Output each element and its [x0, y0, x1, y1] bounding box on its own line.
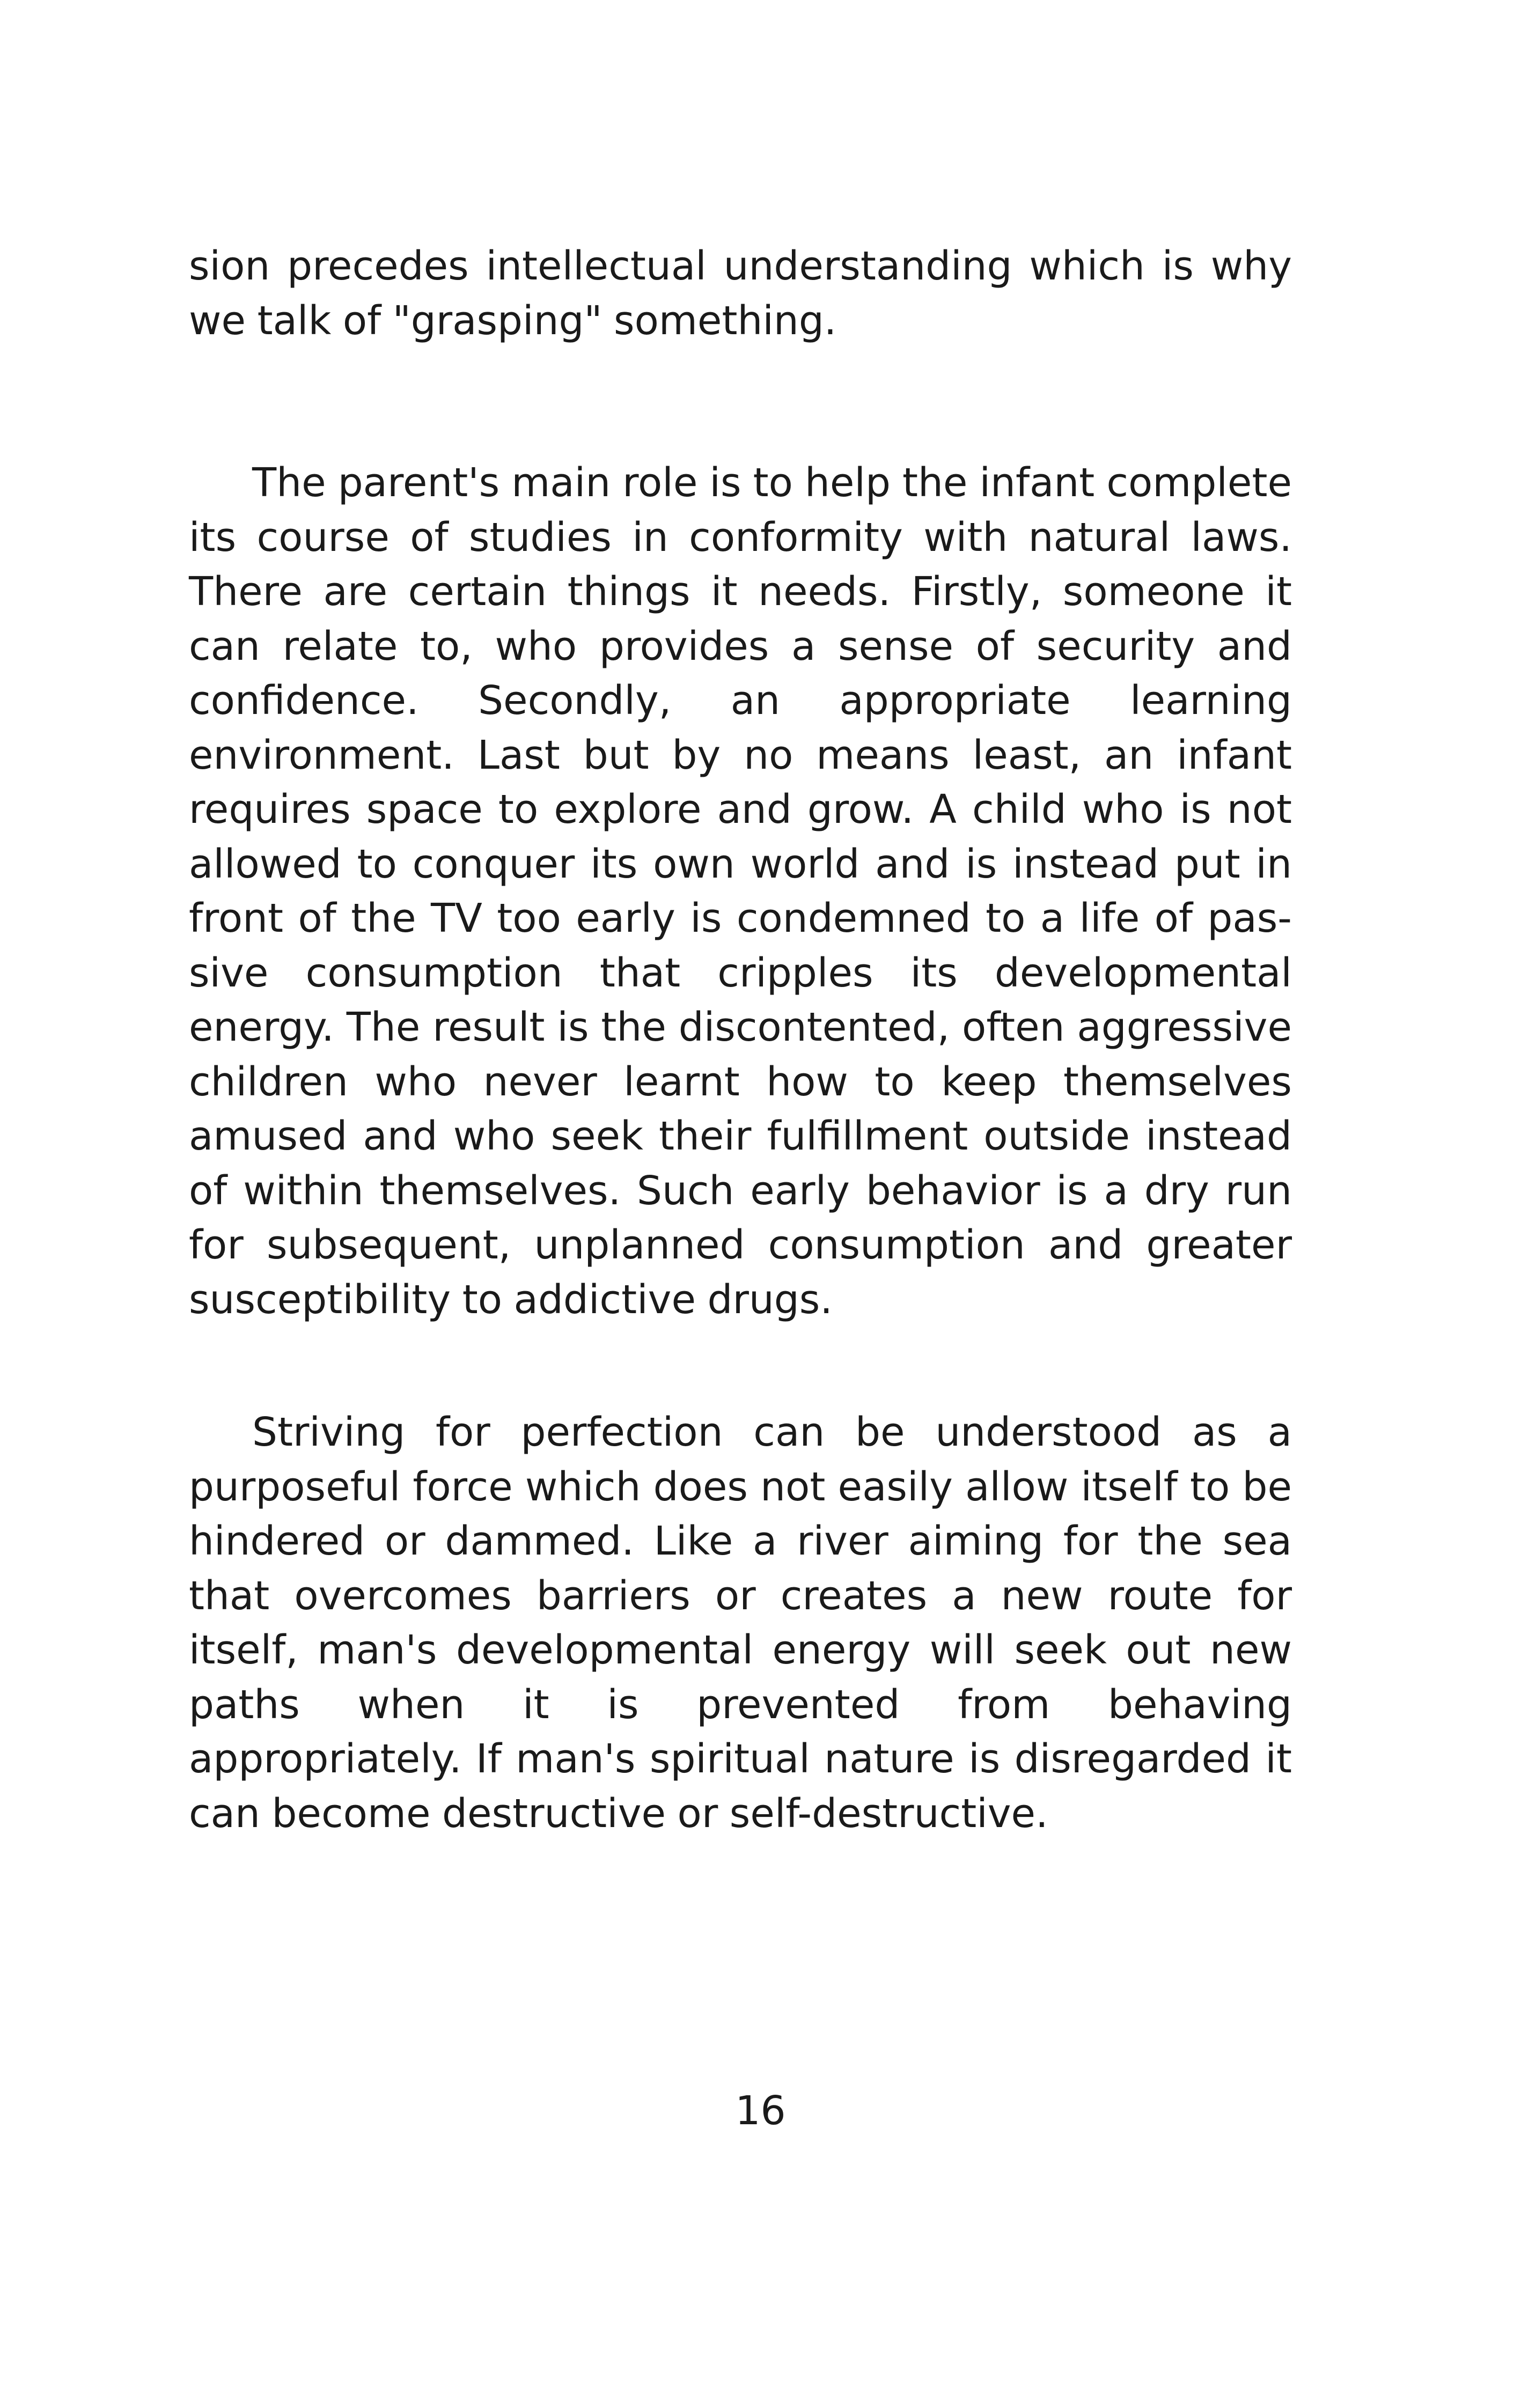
- page-number: 16: [735, 2088, 786, 2134]
- paragraph-parent-role: The parent's main role is to help the infant complete its course of studies in conformity with natural laws. There are certain things it needs. Firstly, someone it can relate to, who provides a sense of security and confidence. Secondly, an appropriate learning environment. Last but by no means least, an infant requires space to explore and grow. A child who is not allowed to conquer its own world and is instead put in front of the TV too early is condemned to a life of passive consumption that cripples its developmental energy. The result is the discontented, often aggressive children who never learnt how to keep themselves amused and who seek their fulfillment outside instead of within themselves. Such early behavior is a dry run for subsequent, unplanned consumption and greater susceptibility to addictive drugs.: [189, 460, 1292, 1323]
- paragraph-continued: sion precedes intellectual understanding which is why we talk of "grasping" something.: [189, 243, 1292, 344]
- paragraph-striving-perfection: Striving for perfection can be understood as a purposeful force which does not easily allow itself to be hindered or dammed. Like a river aiming for the sea that overcomes barriers or creates a new route for itself, man's developmental energy will seek out new paths when it is prevented from behaving appropriately. If man's spiritual nature is disregarded it can become destructive or self-destructive.: [189, 1409, 1292, 1837]
